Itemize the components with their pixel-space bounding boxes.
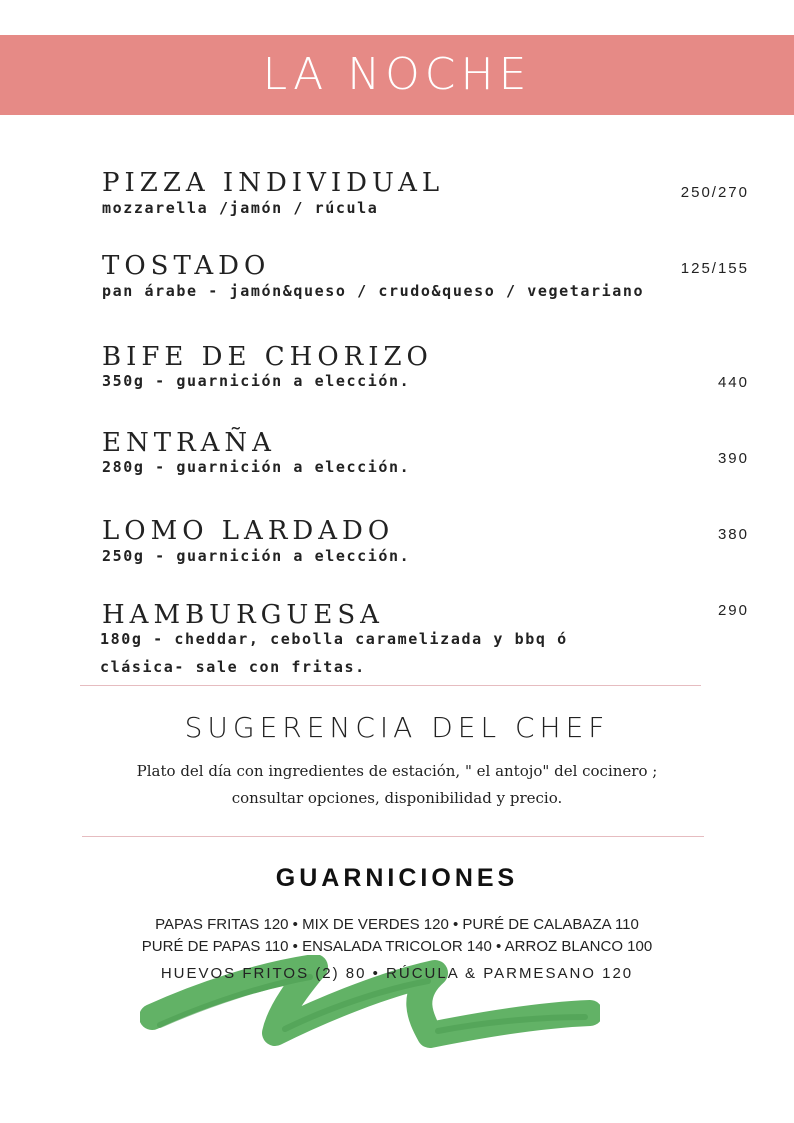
- guarniciones-title: GUARNICIONES: [275, 864, 519, 892]
- dish-price-lomo-lardado: 380: [717, 526, 749, 543]
- dish-name-bife-de-chorizo: BIFE DE CHORIZO: [102, 342, 433, 372]
- dish-description-entrana: 280g - guarnición a elección.: [102, 458, 411, 476]
- dish-description-pizza-individual: mozzarella /jamón / rúcula: [102, 199, 379, 217]
- page-title: LA NOCHE: [262, 49, 532, 100]
- chef-suggestion-line-2: consultar opciones, disponibilidad y precio.: [231, 789, 563, 807]
- guarniciones-line-1: PAPAS FRITAS 120 • MIX DE VERDES 120 • PURÉ DE CALABAZA 110: [155, 916, 639, 933]
- dish-name-entrana: ENTRAÑA: [102, 428, 276, 458]
- divider-bottom: [82, 836, 704, 837]
- dish-name-lomo-lardado: LOMO LARDADO: [102, 516, 395, 546]
- dish-price-bife-de-chorizo: 440: [717, 374, 749, 391]
- dish-price-tostado: 125/155: [680, 260, 749, 277]
- dish-name-tostado: TOSTADO: [102, 251, 271, 281]
- chef-suggestion-title: SUGERENCIA DEL CHEF: [184, 711, 610, 744]
- chef-suggestion-line-1: Plato del día con ingredientes de estación, " el antojo" del cocinero ;: [136, 762, 658, 780]
- divider-top: [80, 685, 701, 686]
- dish-description-tostado: pan árabe - jamón&queso / crudo&queso / vegetariano: [102, 282, 645, 300]
- dish-description-bife-de-chorizo: 350g - guarnición a elección.: [102, 372, 411, 390]
- guarniciones-line-2: PURÉ DE PAPAS 110 • ENSALADA TRICOLOR 140 • ARROZ BLANCO 100: [141, 938, 653, 955]
- dish-price-hamburguesa: 290: [717, 602, 749, 619]
- dish-price-entrana: 390: [717, 450, 749, 467]
- guarniciones-line-3: HUEVOS FRITOS (2) 80 • RÚCULA & PARMESANO 120: [160, 965, 634, 982]
- dish-description-lomo-lardado: 250g - guarnición a elección.: [102, 547, 411, 565]
- dish-name-hamburguesa: HAMBURGUESA: [102, 600, 384, 630]
- dish-name-pizza-individual: PIZZA INDIVIDUAL: [102, 168, 445, 198]
- dish-description-hamburguesa: 180g - cheddar, cebolla caramelizada y bbq ó clásica- sale con fritas.: [100, 630, 568, 676]
- dish-price-pizza-individual: 250/270: [680, 184, 749, 201]
